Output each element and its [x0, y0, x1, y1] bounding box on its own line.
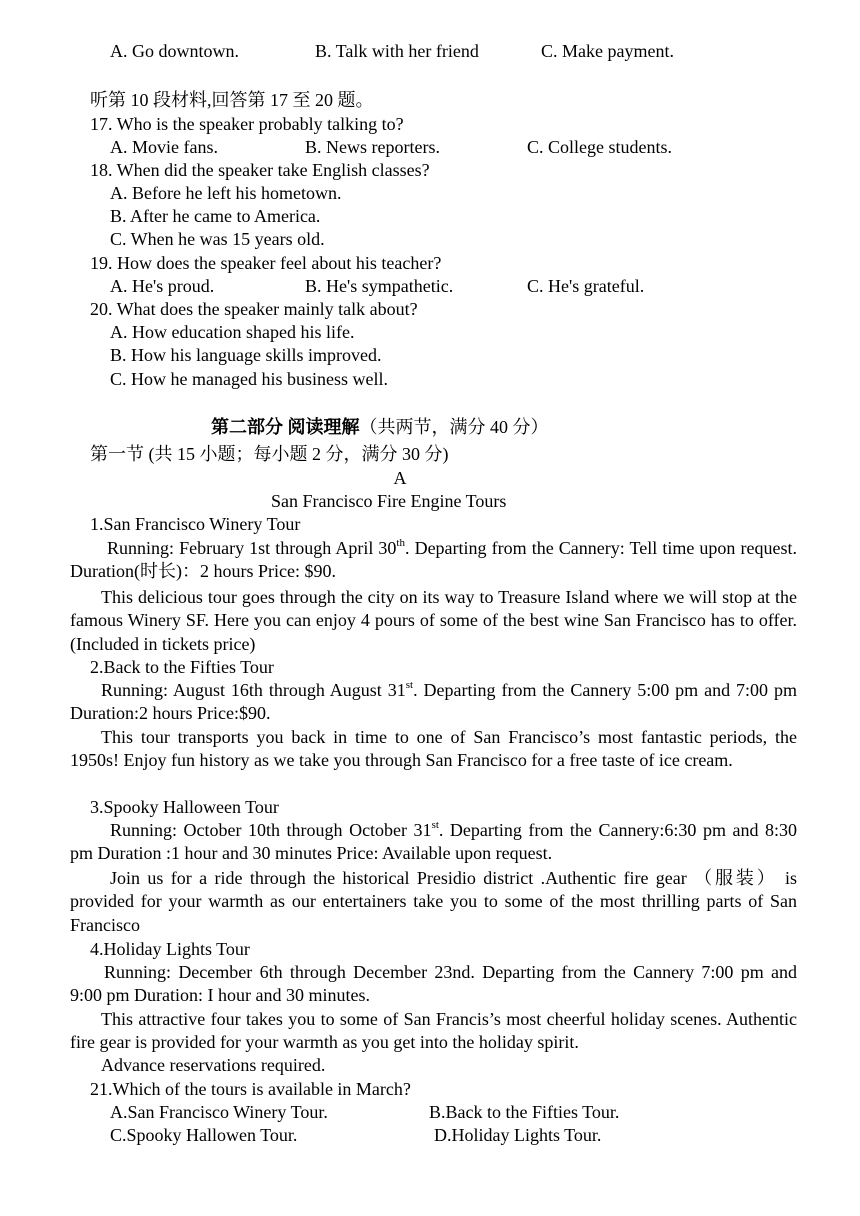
tour-1-heading: 1.San Francisco Winery Tour [90, 514, 301, 534]
q19-option-b: B. He's sympathetic. [305, 276, 454, 296]
q20-option-c: C. How he managed his business well. [110, 369, 388, 389]
tour-3-heading: 3.Spooky Halloween Tour [90, 797, 279, 817]
tour-1-description: This delicious tour goes through the city on its way to Treasure Island where we will stop at the famous Winery SF. Here you can enjoy 4 pours of some of the best wine San Francisco has to offer.(Included in tickets price) [70, 587, 797, 654]
question-21: 21.Which of the tours is available in March? [90, 1079, 411, 1099]
tour-3-running: Running: October 10th through October 31st. Departing from the Cannery:6:30 pm and 8:30 pm Duration :1 hour and 30 minutes Price: Available upon request. [70, 819, 797, 864]
question-19: 19. How does the speaker feel about his teacher? [90, 253, 442, 273]
q21-option-a: A.San Francisco Winery Tour. [110, 1102, 328, 1122]
part2-title: 第二部分 阅读理解（共两节，满分 40 分） [211, 417, 549, 437]
q17-option-a: A. Movie fans. [110, 137, 218, 157]
tour-4-note: Advance reservations required. [101, 1055, 326, 1075]
q19-option-a: A. He's proud. [110, 276, 215, 296]
tour-4-heading: 4.Holiday Lights Tour [90, 939, 250, 959]
q18-option-c: C. When he was 15 years old. [110, 229, 325, 249]
q16-option-a: A. Go downtown. [110, 41, 239, 61]
question-17: 17. Who is the speaker probably talking to? [90, 114, 404, 134]
q20-option-a: A. How education shaped his life. [110, 322, 355, 342]
q19-option-c: C. He's grateful. [527, 276, 645, 296]
passage-title: San Francisco Fire Engine Tours [271, 491, 507, 511]
q16-option-b: B. Talk with her friend [315, 41, 479, 61]
question-20: 20. What does the speaker mainly talk about? [90, 299, 418, 319]
section-header: 听第 10 段材料,回答第 17 至 20 题。 [90, 90, 374, 110]
passage-letter: A [393, 468, 407, 488]
q21-option-c: C.Spooky Hallowen Tour. [110, 1125, 298, 1145]
question-18: 18. When did the speaker take English classes? [90, 160, 430, 180]
q20-option-b: B. How his language skills improved. [110, 345, 382, 365]
q17-option-c: C. College students. [527, 137, 672, 157]
tour-4-description: This attractive four takes you to some of San Francis’s most cheerful holiday scenes. Authentic fire gear is provided for your warmth as you get into the holiday spirit. [70, 1009, 797, 1053]
tour-2-running: Running: August 16th through August 31st. Departing from the Cannery 5:00 pm and 7:00 pm Duration:2 hours Price:$90. [70, 679, 797, 724]
tour-3-description: Join us for a ride through the historical Presidio district .Authentic fire gear （服装） is provided for your warmth as our entertainers take you to some of the most thrilling parts of San Francisco [70, 868, 797, 935]
tour-2-description: This tour transports you back in time to one of San Francisco’s most fantastic periods, the 1950s! Enjoy fun history as we take you through San Francisco for a free taste of ice cream. [70, 727, 797, 771]
q17-option-b: B. News reporters. [305, 137, 440, 157]
q18-option-a: A. Before he left his hometown. [110, 183, 342, 203]
q16-option-c: C. Make payment. [541, 41, 674, 61]
q21-option-d: D.Holiday Lights Tour. [434, 1125, 602, 1145]
section1-header: 第一节 (共 15 小题；每小题 2 分，满分 30 分) [90, 444, 449, 464]
q18-option-b: B. After he came to America. [110, 206, 321, 226]
q21-option-b: B.Back to the Fifties Tour. [429, 1102, 620, 1122]
tour-1-running: Running: February 1st through April 30th. Departing from the Cannery: Tell time upon request. Duration(时长)：2 hours Price: $90. [70, 537, 797, 582]
tour-2-heading: 2.Back to the Fifties Tour [90, 657, 274, 677]
tour-4-running: Running: December 6th through December 23nd. Departing from the Cannery 7:00 pm and 9:00 pm Duration: I hour and 30 minutes. [70, 962, 797, 1006]
